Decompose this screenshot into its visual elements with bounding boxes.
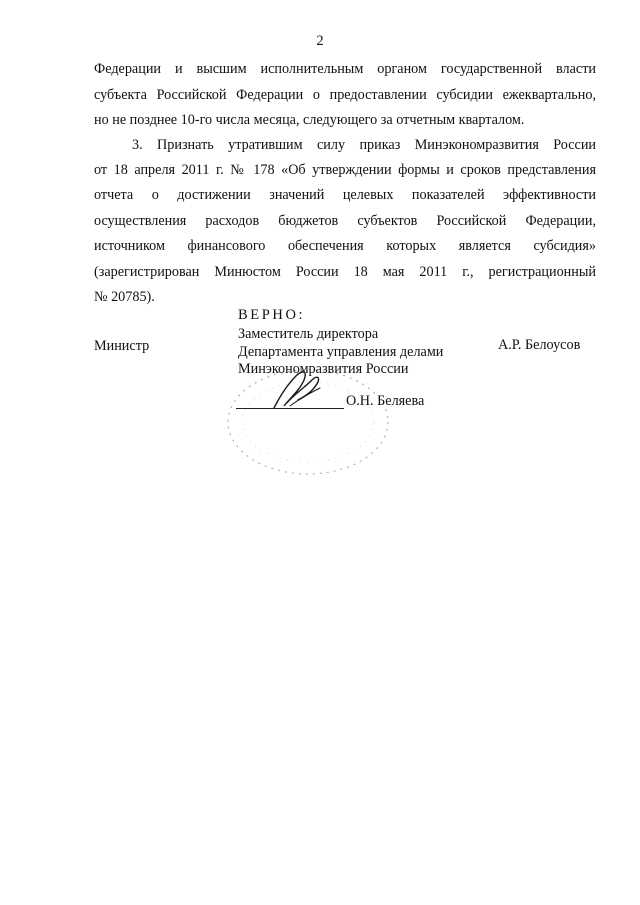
certifier-name: О.Н. Беляева	[346, 393, 425, 409]
page-number: 2	[316, 33, 324, 49]
text-line: осуществления расходов бюджетов субъектов Российской Федерации,	[94, 213, 596, 229]
text-line: отчета о достижении значений целевых показателей эффективности	[94, 187, 596, 203]
text-line: № 20785).	[94, 289, 155, 305]
handwritten-signature-icon	[268, 366, 328, 412]
text-line: от 18 апреля 2011 г. № 178 «Об утверждении формы и сроков представления	[94, 162, 596, 178]
certification-department-line: Департамента управления делами	[238, 344, 444, 360]
text-line: но не позднее 10-го числа месяца, следующего за отчетным кварталом.	[94, 112, 525, 128]
certification-position-line: Заместитель директора	[238, 326, 379, 342]
text-line: Федерации и высшим исполнительным органом государственной власти	[94, 61, 596, 77]
certification-title: ВЕРНО:	[238, 307, 306, 323]
certification-ministry-line: Минэкономразвития России	[238, 361, 409, 377]
text-line: субъекта Российской Федерации о предоставлении субсидии ежеквартально,	[94, 87, 596, 103]
text-line: (зарегистрирован Минюстом России 18 мая 2011 г., регистрационный	[94, 264, 596, 280]
minister-name: А.Р. Белоусов	[498, 337, 581, 353]
text-line: 3. Признать утратившим силу приказ Минэкономразвития России	[132, 137, 596, 153]
minister-title: Министр	[94, 338, 150, 354]
text-line: источником финансового обеспечения которых является субсидия»	[94, 238, 596, 254]
